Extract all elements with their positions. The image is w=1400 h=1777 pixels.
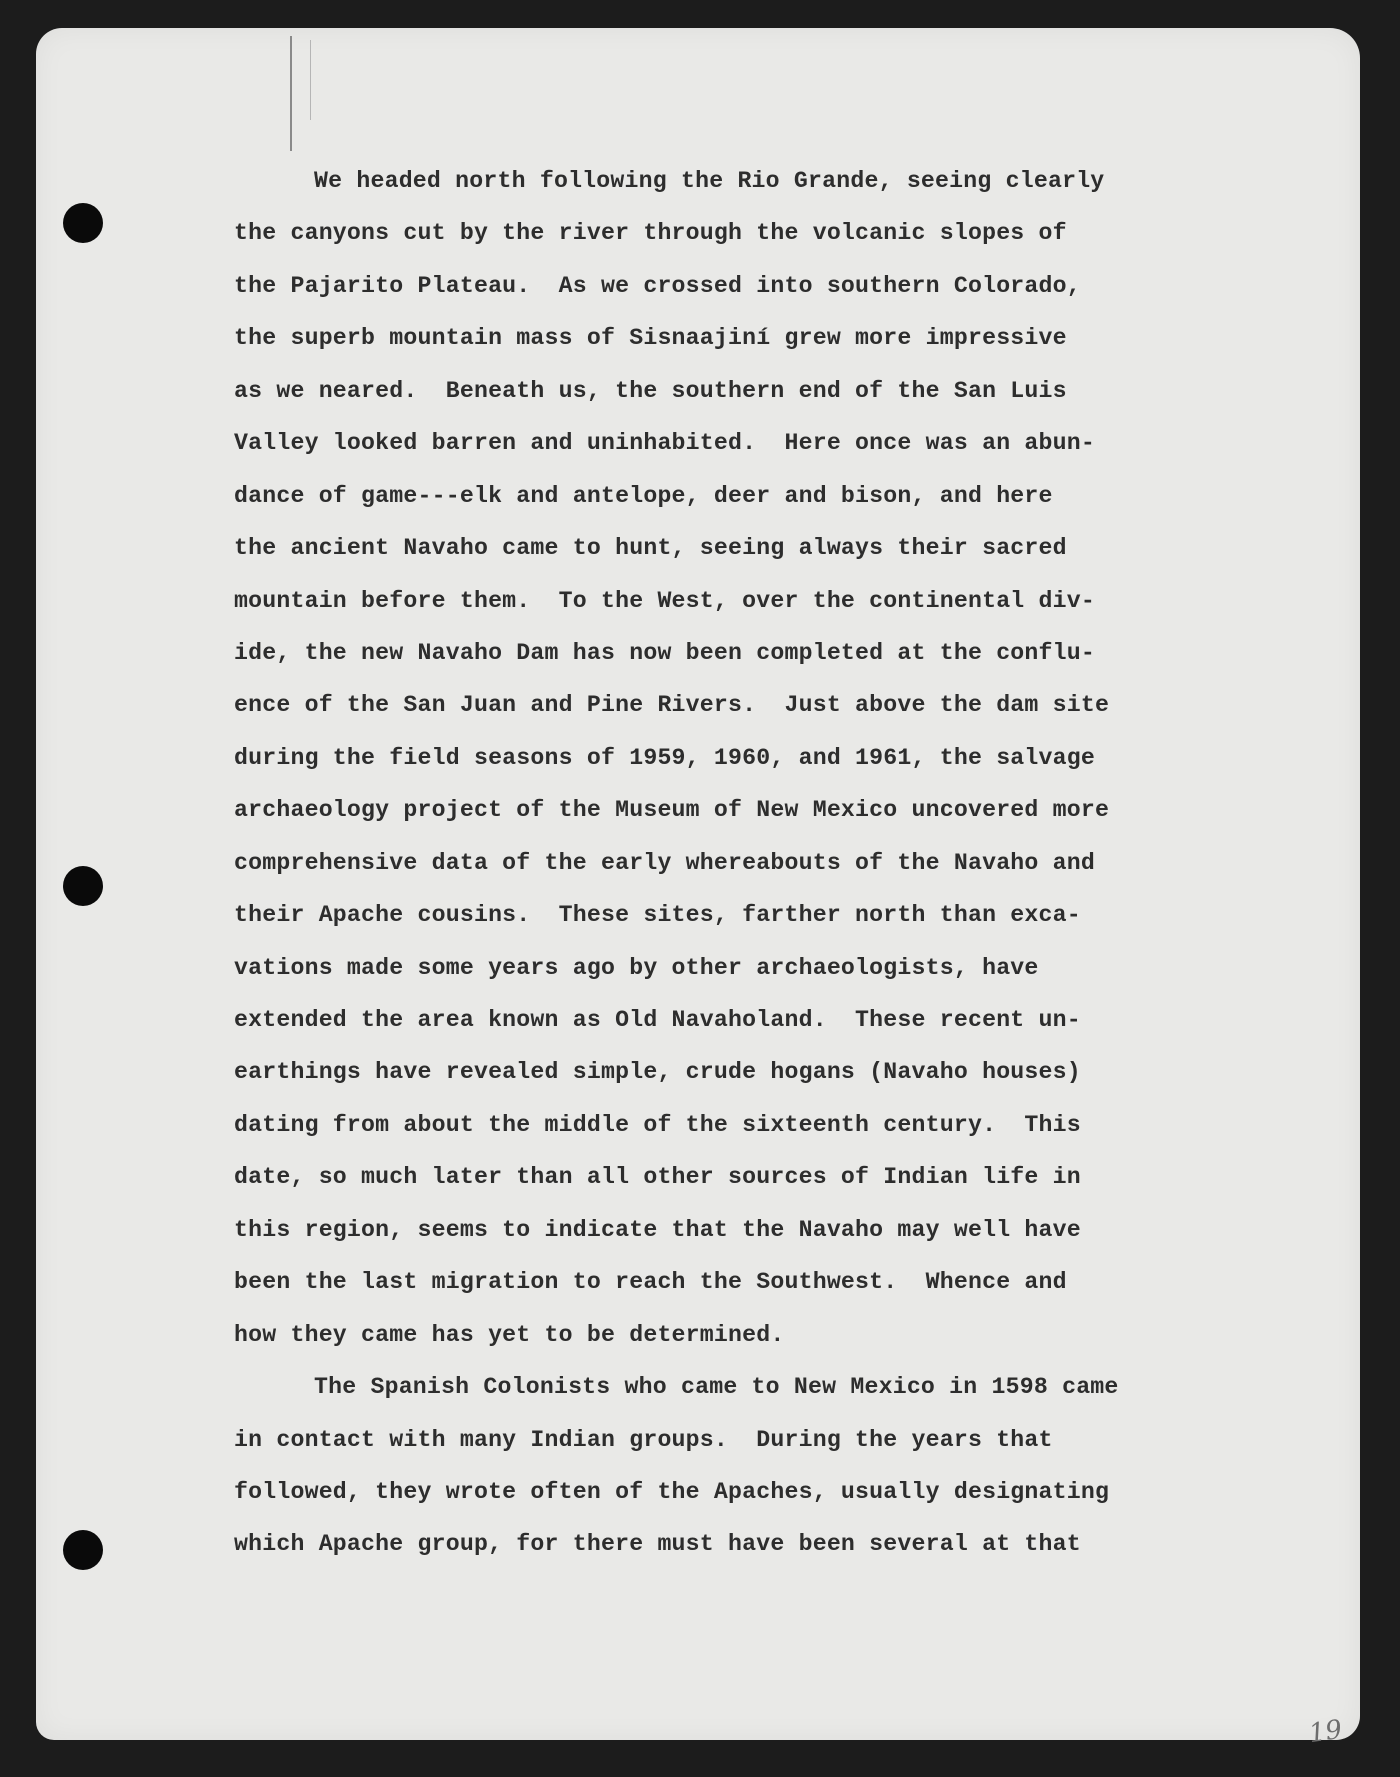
text-line: extended the area known as Old Navaholand. These recent un-: [234, 1007, 1081, 1033]
page-body-text: [234, 155, 1214, 1571]
text-line: how they came has yet to be determined.: [234, 1321, 785, 1348]
text-line: during the field seasons of 1959, 1960, and 1961, the salvage: [234, 744, 1096, 771]
text-line: Valley looked barren and uninhabited. Here once was an abun-: [234, 430, 1096, 457]
punch-hole-middle: [63, 866, 103, 906]
text-line: vations made some years ago by other archaeologists, have: [234, 954, 1039, 981]
text-line: The Spanish Colonists who came to New Mexico in 1598 came: [314, 1374, 1119, 1401]
text-line: been the last migration to reach the Southwest. Whence and: [234, 1269, 1067, 1296]
text-line: mountain before them. To the West, over the continental div-: [234, 587, 1096, 614]
text-line: dating from about the middle of the sixteenth century. This: [234, 1111, 1081, 1138]
text-line: followed, they wrote often of the Apaches, usually designating: [234, 1478, 1110, 1505]
margin-pencil-mark: [290, 36, 292, 151]
text-line: the superb mountain mass of Sisnaajiní grew more impressive: [234, 325, 1067, 352]
text-line: in contact with many Indian groups. During the years that: [234, 1426, 1053, 1453]
text-line: ide, the new Navaho Dam has now been completed at the conflu-: [234, 639, 1096, 666]
punch-hole-bottom: [63, 1530, 103, 1570]
margin-pencil-mark-2: [310, 40, 311, 120]
text-line: ence of the San Juan and Pine Rivers. Just above the dam site: [234, 692, 1110, 719]
text-line: the ancient Navaho came to hunt, seeing always their sacred: [234, 535, 1067, 562]
text-line: the Pajarito Plateau. As we crossed into southern Colorado,: [234, 272, 1081, 299]
text-line: comprehensive data of the early whereabouts of the Navaho and: [234, 849, 1096, 876]
text-line: their Apache cousins. These sites, farther north than exca-: [234, 902, 1081, 929]
text-line: We headed north following the Rio Grande, seeing clearly: [314, 168, 1105, 194]
text-line: the canyons cut by the river through the volcanic slopes of: [234, 220, 1067, 247]
punch-hole-top: [63, 203, 103, 243]
text-line: date, so much later than all other sources of Indian life in: [234, 1164, 1081, 1191]
text-line: dance of game---elk and antelope, deer and bison, and here: [234, 482, 1053, 509]
text-line: as we neared. Beneath us, the southern end of the San Luis: [234, 377, 1067, 404]
text-line: archaeology project of the Museum of New Mexico uncovered more: [234, 797, 1110, 824]
handwritten-page-number: 19: [1306, 1714, 1344, 1750]
text-line: this region, seems to indicate that the Navaho may well have: [234, 1216, 1081, 1243]
text-line: which Apache group, for there must have been several at that: [234, 1531, 1081, 1558]
text-line: earthings have revealed simple, crude hogans (Navaho houses): [234, 1059, 1081, 1086]
